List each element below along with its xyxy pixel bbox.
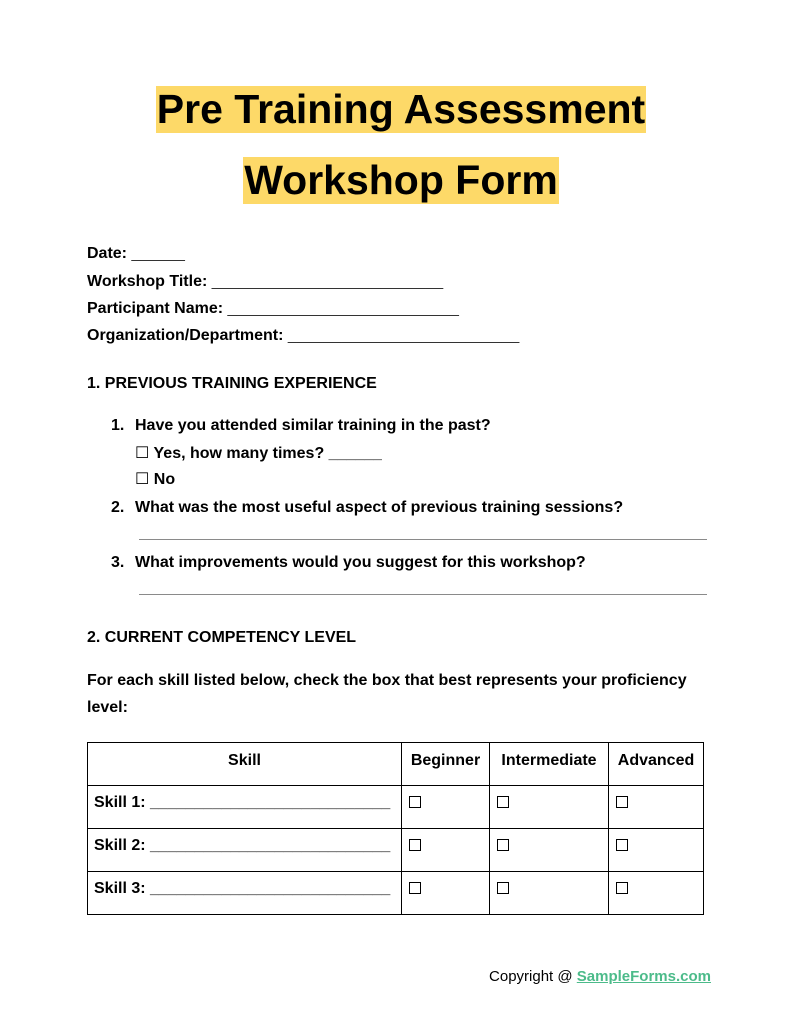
organization-blank[interactable]: __________________________ [287, 327, 520, 344]
header-advanced: Advanced [609, 743, 704, 786]
checkbox-icon[interactable] [409, 796, 421, 808]
skill-3-intermediate-cell [490, 872, 609, 915]
checkbox-icon[interactable] [497, 882, 509, 894]
question-3-answer-line[interactable] [139, 594, 707, 595]
form-title-line-1: Pre Training Assessment [156, 86, 646, 132]
skill-2-beginner-cell [402, 829, 490, 872]
question-1-number: 1. [111, 417, 125, 434]
skill-2-intermediate-cell [490, 829, 609, 872]
header-beginner: Beginner [402, 743, 490, 786]
question-2-answer-line[interactable] [139, 539, 707, 540]
option-yes[interactable] [135, 444, 382, 462]
workshop-title-blank[interactable]: __________________________ [211, 273, 444, 290]
skill-2-cell[interactable]: Skill 2: ___________________________ [88, 829, 402, 872]
question-3-text: What improvements would you suggest for this workshop? [135, 554, 586, 571]
checkbox-icon[interactable] [409, 839, 421, 851]
date-label: Date: [87, 245, 128, 262]
date-field[interactable] [87, 244, 185, 264]
checkbox-icon[interactable]: ☐ [135, 471, 150, 488]
participant-name-field[interactable] [87, 299, 459, 319]
skill-1-beginner-cell [402, 786, 490, 829]
skill-3-beginner-cell [402, 872, 490, 915]
option-yes-label: Yes, how many times? ______ [153, 445, 383, 462]
checkbox-icon[interactable] [497, 796, 509, 808]
brand-link[interactable]: SampleForms.com [576, 968, 711, 985]
checkbox-icon[interactable] [616, 839, 628, 851]
date-blank[interactable]: ______ [131, 245, 185, 262]
header-intermediate: Intermediate [490, 743, 609, 786]
competency-table [87, 742, 704, 915]
section-2-heading: 2. CURRENT COMPETENCY LEVEL [87, 629, 357, 646]
checkbox-icon[interactable] [616, 882, 628, 894]
participant-name-label: Participant Name: [87, 300, 224, 317]
checkbox-icon[interactable] [409, 882, 421, 894]
table-row [88, 872, 704, 915]
skill-2-advanced-cell [609, 829, 704, 872]
copyright-footer [489, 967, 711, 987]
question-1 [111, 416, 491, 436]
title-line-2-wrap [0, 157, 802, 204]
question-2 [111, 498, 623, 518]
participant-name-blank[interactable]: __________________________ [227, 300, 459, 317]
organization-field[interactable] [87, 326, 519, 346]
option-no[interactable] [135, 470, 175, 490]
option-no-label: No [153, 471, 176, 488]
question-3-number: 3. [111, 554, 125, 571]
question-2-number: 2. [111, 499, 125, 516]
checkbox-icon[interactable] [497, 839, 509, 851]
section-1-heading: 1. PREVIOUS TRAINING EXPERIENCE [87, 375, 377, 392]
skill-1-intermediate-cell [490, 786, 609, 829]
title-line-1-wrap [0, 86, 802, 133]
question-2-text: What was the most useful aspect of previous training sessions? [135, 499, 624, 516]
table-row [88, 786, 704, 829]
workshop-title-field[interactable] [87, 272, 443, 292]
workshop-title-label: Workshop Title: [87, 273, 208, 290]
question-1-text: Have you attended similar training in the past? [135, 417, 491, 434]
section-2-instructions: For each skill listed below, check the box that best represents your proficiency level: [87, 672, 687, 716]
form-title-line-2: Workshop Form [244, 157, 558, 203]
header-skill: Skill [88, 743, 402, 786]
copyright-prefix: Copyright @ [489, 968, 577, 985]
skill-3-advanced-cell [609, 872, 704, 915]
table-row [88, 829, 704, 872]
skill-1-advanced-cell [609, 786, 704, 829]
question-3 [111, 553, 586, 573]
skill-1-cell[interactable]: Skill 1: ___________________________ [88, 786, 402, 829]
table-header-row [88, 743, 704, 786]
checkbox-icon[interactable]: ☐ [135, 445, 150, 462]
checkbox-icon[interactable] [616, 796, 628, 808]
skill-3-cell[interactable]: Skill 3: ___________________________ [88, 872, 402, 915]
organization-label: Organization/Department: [87, 327, 284, 344]
